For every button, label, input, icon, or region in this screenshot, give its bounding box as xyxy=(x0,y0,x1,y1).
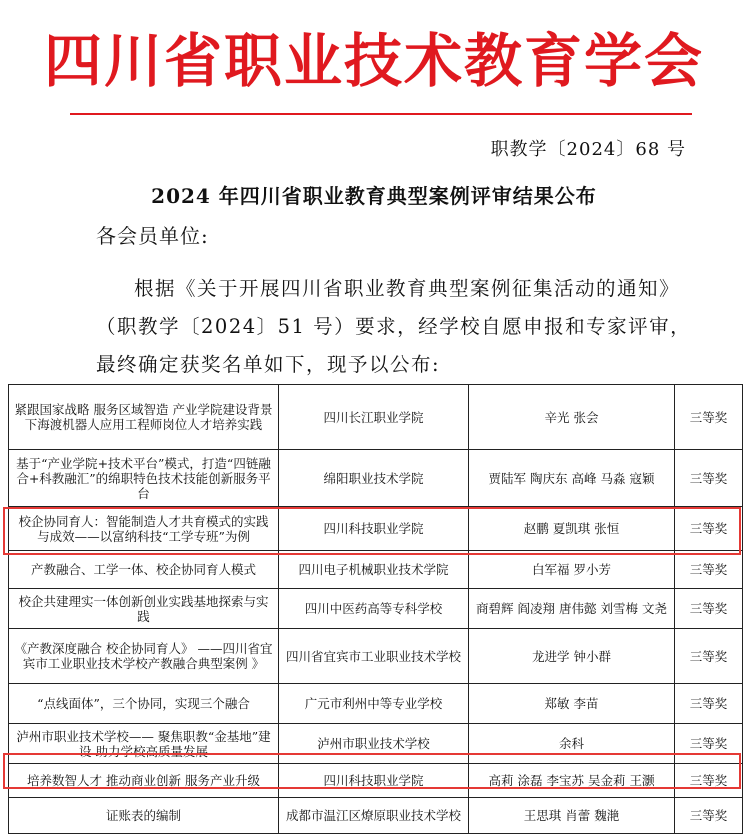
table-row xyxy=(9,385,743,450)
table-row xyxy=(9,450,743,507)
authors: 高莉 涂磊 李宝苏 吴金莉 王灏 xyxy=(469,764,675,798)
letterhead-org-name: 四川省职业技术教育学会 xyxy=(43,27,704,95)
school-name: 广元市利州中等专业学校 xyxy=(279,684,469,724)
authors: 赵鹏 夏凯琪 张恒 xyxy=(469,507,675,551)
school-name: 四川科技职业学院 xyxy=(279,764,469,798)
school-name: 泸州市职业技术学校 xyxy=(279,724,469,764)
table-row xyxy=(9,629,743,684)
table-row xyxy=(9,684,743,724)
school-name: 四川电子机械职业技术学院 xyxy=(279,551,469,589)
table-row xyxy=(9,551,743,589)
award-level: 三等奖 xyxy=(675,724,743,764)
award-level: 三等奖 xyxy=(675,551,743,589)
award-level: 三等奖 xyxy=(675,450,743,507)
case-title: “点线面体”，三个协同，实现三个融合 xyxy=(9,684,279,724)
results-table-container xyxy=(8,384,742,834)
table-row xyxy=(9,764,743,798)
award-level: 三等奖 xyxy=(675,589,743,629)
case-title: 校企共建理实一体创新创业实践基地探索与实践 xyxy=(9,589,279,629)
authors: 郑敏 李苗 xyxy=(469,684,675,724)
school-name: 四川长江职业学院 xyxy=(279,385,469,450)
authors: 余科 xyxy=(469,724,675,764)
school-name: 四川省宜宾市工业职业技术学校 xyxy=(279,629,469,684)
table-row xyxy=(9,507,743,551)
school-name: 绵阳职业技术学院 xyxy=(279,450,469,507)
case-title: 《产教深度融合 校企协同育人》 ——四川省宜宾市工业职业技术学校产教融合典型案例 》 xyxy=(9,629,279,684)
case-title: 产教融合、工学一体、校企协同育人模式 xyxy=(9,551,279,589)
notice-body: 根据《关于开展四川省职业教育典型案例征集活动的通知》（职教学〔2024〕51 号）要求，经学校自愿申报和专家评审，最终确定获奖名单如下，现予以公布: xyxy=(96,277,692,376)
award-level: 三等奖 xyxy=(675,629,743,684)
table-row xyxy=(9,589,743,629)
results-table xyxy=(8,384,743,834)
award-level: 三等奖 xyxy=(675,798,743,834)
table-row xyxy=(9,798,743,834)
authors: 贾陆军 陶庆东 高峰 马淼 寇颖 xyxy=(469,450,675,507)
award-level: 三等奖 xyxy=(675,385,743,450)
authors: 龙进学 钟小群 xyxy=(469,629,675,684)
document-number: 职教学〔2024〕68 号 xyxy=(490,139,686,160)
school-name: 四川科技职业学院 xyxy=(279,507,469,551)
authors: 辛光 张会 xyxy=(469,385,675,450)
school-name: 四川中医药高等专科学校 xyxy=(279,589,469,629)
authors: 商碧辉 阎凌翔 唐伟懿 刘雪梅 文尧 xyxy=(469,589,675,629)
authors: 白军福 罗小芳 xyxy=(469,551,675,589)
award-level: 三等奖 xyxy=(675,507,743,551)
award-level: 三等奖 xyxy=(675,684,743,724)
award-level: 三等奖 xyxy=(675,764,743,798)
authors: 王思琪 肖蕾 魏滟 xyxy=(469,798,675,834)
case-title: 基于“产业学院+技术平台”模式，打造“四链融合+科教融汇”的绵职特色技术技能创新服务平台 xyxy=(9,450,279,507)
table-row xyxy=(9,724,743,764)
case-title: 泸州市职业技术学校—— 聚焦职教“金基地”建设 助力学校高质量发展 xyxy=(9,724,279,764)
case-title: 培养数智人才 推动商业创新 服务产业升级 xyxy=(9,764,279,798)
case-title: 紧跟国家战略 服务区域智造 产业学院建设背景下海渡机器人应用工程师岗位人才培养实践 xyxy=(9,385,279,450)
school-name: 成都市温江区燎原职业技术学校 xyxy=(279,798,469,834)
salutation: 各会员单位: xyxy=(96,224,209,248)
notice-title: 2024 年四川省职业教育典型案例评审结果公布 xyxy=(151,184,597,208)
letterhead-divider xyxy=(70,113,692,115)
case-title: 校企协同育人：智能制造人才共育模式的实践与成效——以富纳科技“工学专班”为例 xyxy=(9,507,279,551)
case-title: 证账表的编制 xyxy=(9,798,279,834)
